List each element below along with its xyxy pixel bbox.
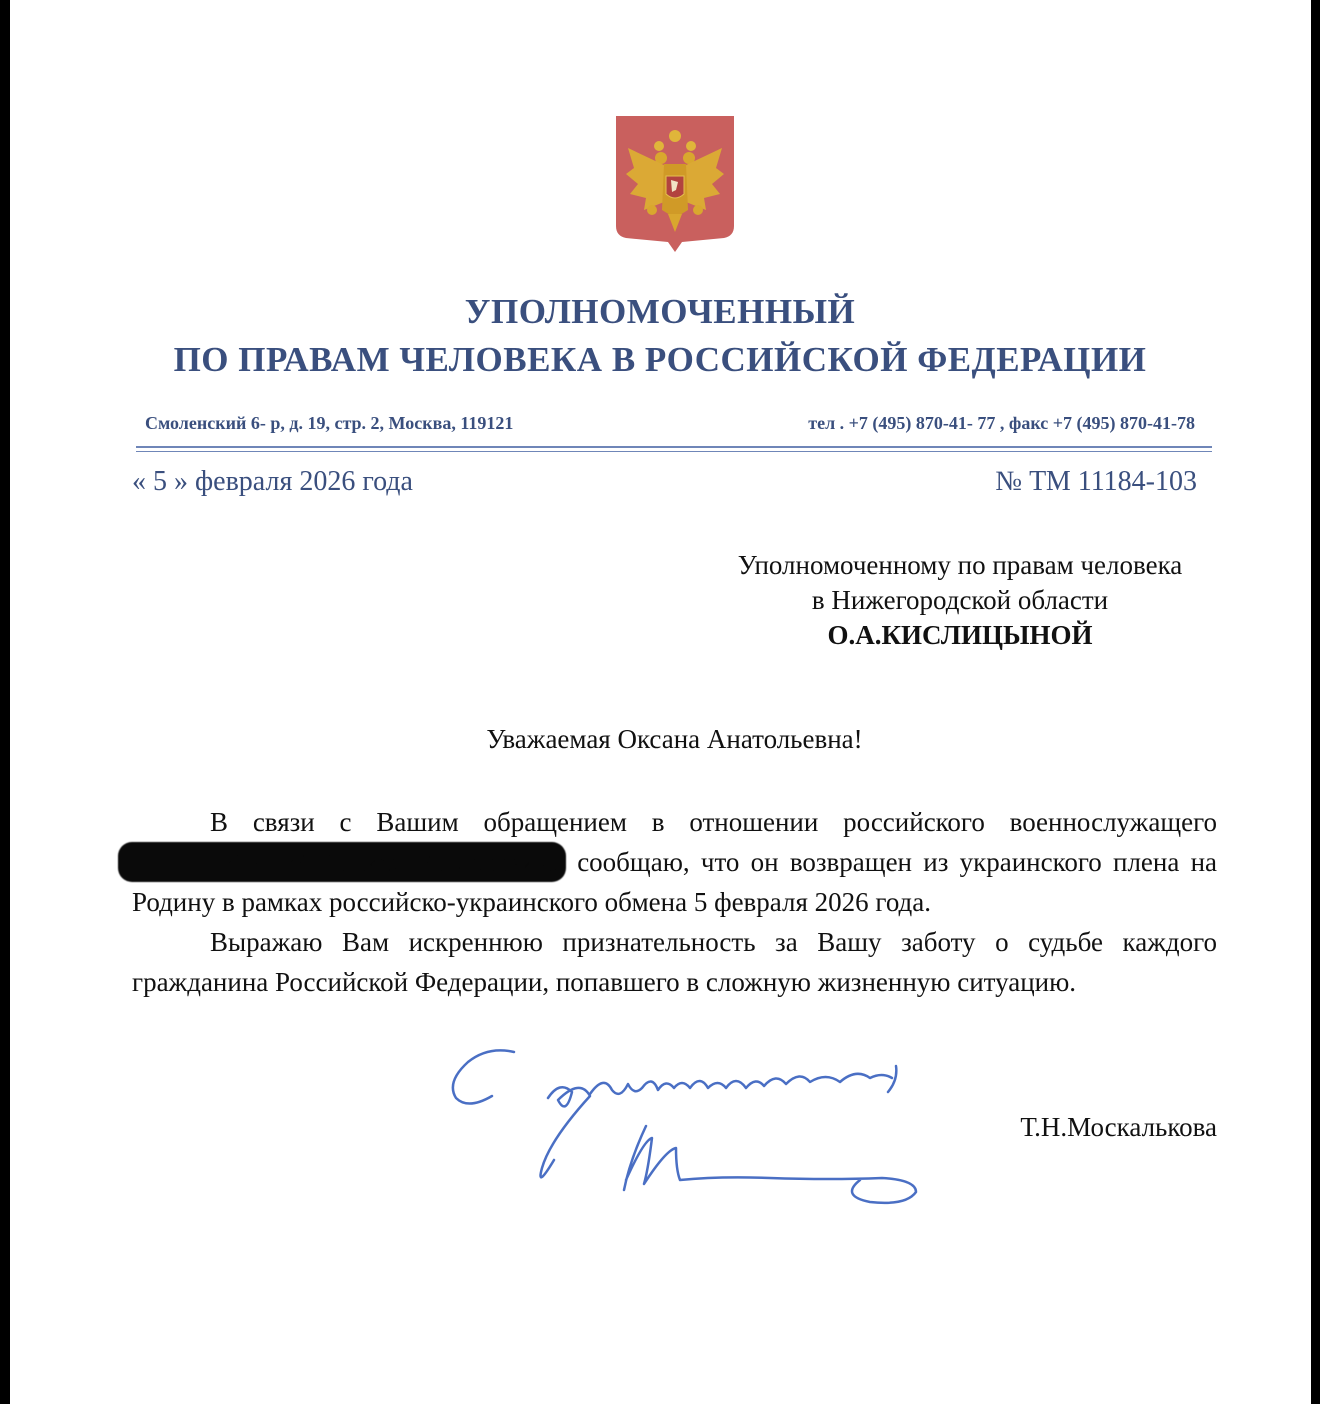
letterhead-divider xyxy=(136,446,1212,448)
letter-body xyxy=(132,802,1217,1002)
addressee-name: О.А.КИСЛИЦЫНОЙ xyxy=(827,620,1093,650)
signer-name: Т.Н.Москалькова xyxy=(1020,1112,1217,1142)
addressee-line1: Уполномоченному по правам человека xyxy=(737,550,1183,580)
salutation: Уважаемая Оксана Анатольевна! xyxy=(486,724,863,754)
addressee-block xyxy=(700,548,1220,653)
letter-page xyxy=(10,0,1311,1404)
body-paragraph-2: Выражаю Вам искреннюю признательность за Вашу заботу о судьбе каждого гражданина Российской Федерации, попавшего в сложную жизненную ситуацию. xyxy=(132,927,1217,997)
body-p1-start: В связи с Вашим обращением в отношении российского военнослужащего xyxy=(210,807,1217,837)
russian-coat-of-arms-icon xyxy=(614,114,736,254)
redacted-name: ГРАЧЕВА Алексея Андреевича xyxy=(118,842,566,882)
letter-number: № ТМ 11184-103 xyxy=(995,466,1197,497)
body-p1-end: сообщаю, что он возвращен из украинского плена на Родину в рамках российско-украинского обмена 5 февраля 2026 года. xyxy=(132,847,1218,917)
letterhead-divider-thin xyxy=(136,451,1212,452)
body-paragraph-1 xyxy=(132,802,1217,922)
letterhead-title-line2: ПО ПРАВАМ ЧЕЛОВЕКА В РОССИЙСКОЙ ФЕДЕРАЦИИ xyxy=(173,340,1147,379)
letter-date: « 5 » февраля 2026 года xyxy=(132,466,413,497)
handwritten-signature xyxy=(430,1030,940,1230)
addressee-line2: в Нижегородской области xyxy=(811,585,1109,615)
letterhead-phones: тел . +7 (495) 870-41- 77 , факс +7 (495) 870-41-78 xyxy=(808,413,1195,433)
letterhead-address: Смоленский 6- р, д. 19, стр. 2, Москва, 119121 xyxy=(145,413,514,433)
letterhead-title-line1: УПОЛНОМОЧЕННЫЙ xyxy=(464,292,856,331)
